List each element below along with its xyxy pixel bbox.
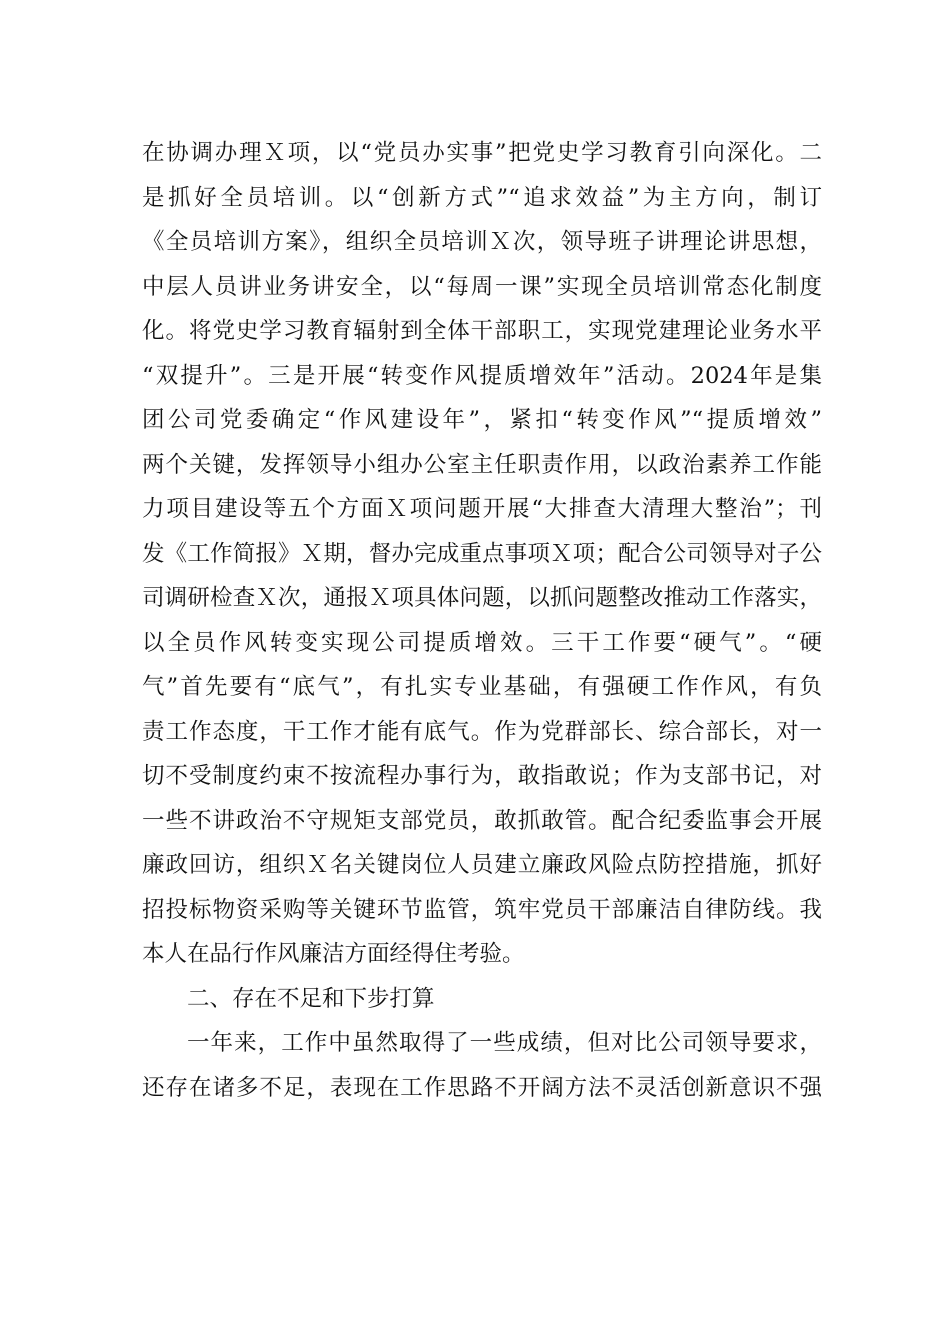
text-line: 一年来，工作中虽然取得了一些成绩，但对比公司领导要求，: [187, 1030, 822, 1056]
body-text: [142, 131, 822, 1110]
text-line: 化。将党史学习教育辐射到全体干部职工，实现党建理论业务水平: [142, 318, 822, 344]
text-line: 一些不讲政治不守规矩支部党员，敢抓敢管。配合纪委监事会开展: [142, 807, 822, 834]
text-line: “双提升”。三是开展“转变作风提质增效年”活动。2024年是集: [142, 362, 822, 389]
section-heading: 二、存在不足和下步打算: [187, 985, 435, 1012]
text-line: 以全员作风转变实现公司提质增效。三干工作要“硬气”。“硬: [142, 629, 822, 656]
text-line: 《全员培训方案》，组织全员培训Ｘ次，领导班子讲理论讲思想，: [142, 229, 822, 255]
text-line: 招投标物资采购等关键环节监管，筑牢党员干部廉洁自律防线。我: [142, 896, 822, 923]
text-line: 在协调办理Ｘ项，以“党员办实事”把党史学习教育引向深化。二: [142, 140, 822, 166]
text-line: 司调研检查Ｘ次，通报Ｘ项具体问题，以抓问题整改推动工作落实，: [142, 585, 822, 611]
text-line: 是抓好全员培训。以“创新方式”“追求效益”为主方向，制订: [142, 184, 822, 211]
paragraph-2: [142, 1021, 822, 1110]
text-line: 本人在品行作风廉洁方面经得住考验。: [142, 941, 525, 967]
text-line: 廉政回访，组织Ｘ名关键岗位人员建立廉政风险点防控措施，抓好: [142, 852, 822, 878]
text-line: 责工作态度，干工作才能有底气。作为党群部长、综合部长，对一: [142, 718, 822, 745]
text-line: 两个关键，发挥领导小组办公室主任职责作用，以政治素养工作能: [142, 451, 822, 478]
text-line: 气”首先要有“底气”，有扎实专业基础，有强硬工作作风，有负: [142, 674, 822, 700]
text-line: 发《工作简报》Ｘ期，督办完成重点事项Ｘ项；配合公司领导对子公: [142, 540, 822, 567]
text-line: 力项目建设等五个方面Ｘ项问题开展“大排查大清理大整治”；刊: [142, 496, 822, 522]
text-line: 中层人员讲业务讲安全，以“每周一课”实现全员培训常态化制度: [142, 273, 822, 300]
text-line: 切不受制度约束不按流程办事行为，敢指敢说；作为支部书记，对: [142, 763, 822, 789]
text-line: 还存在诸多不足，表现在工作思路不开阔方法不灵活创新意识不强: [142, 1074, 822, 1101]
text-line: 团公司党委确定“作风建设年”，紧扣“转变作风”“提质增效”: [142, 407, 822, 433]
paragraph-1: [142, 131, 822, 977]
